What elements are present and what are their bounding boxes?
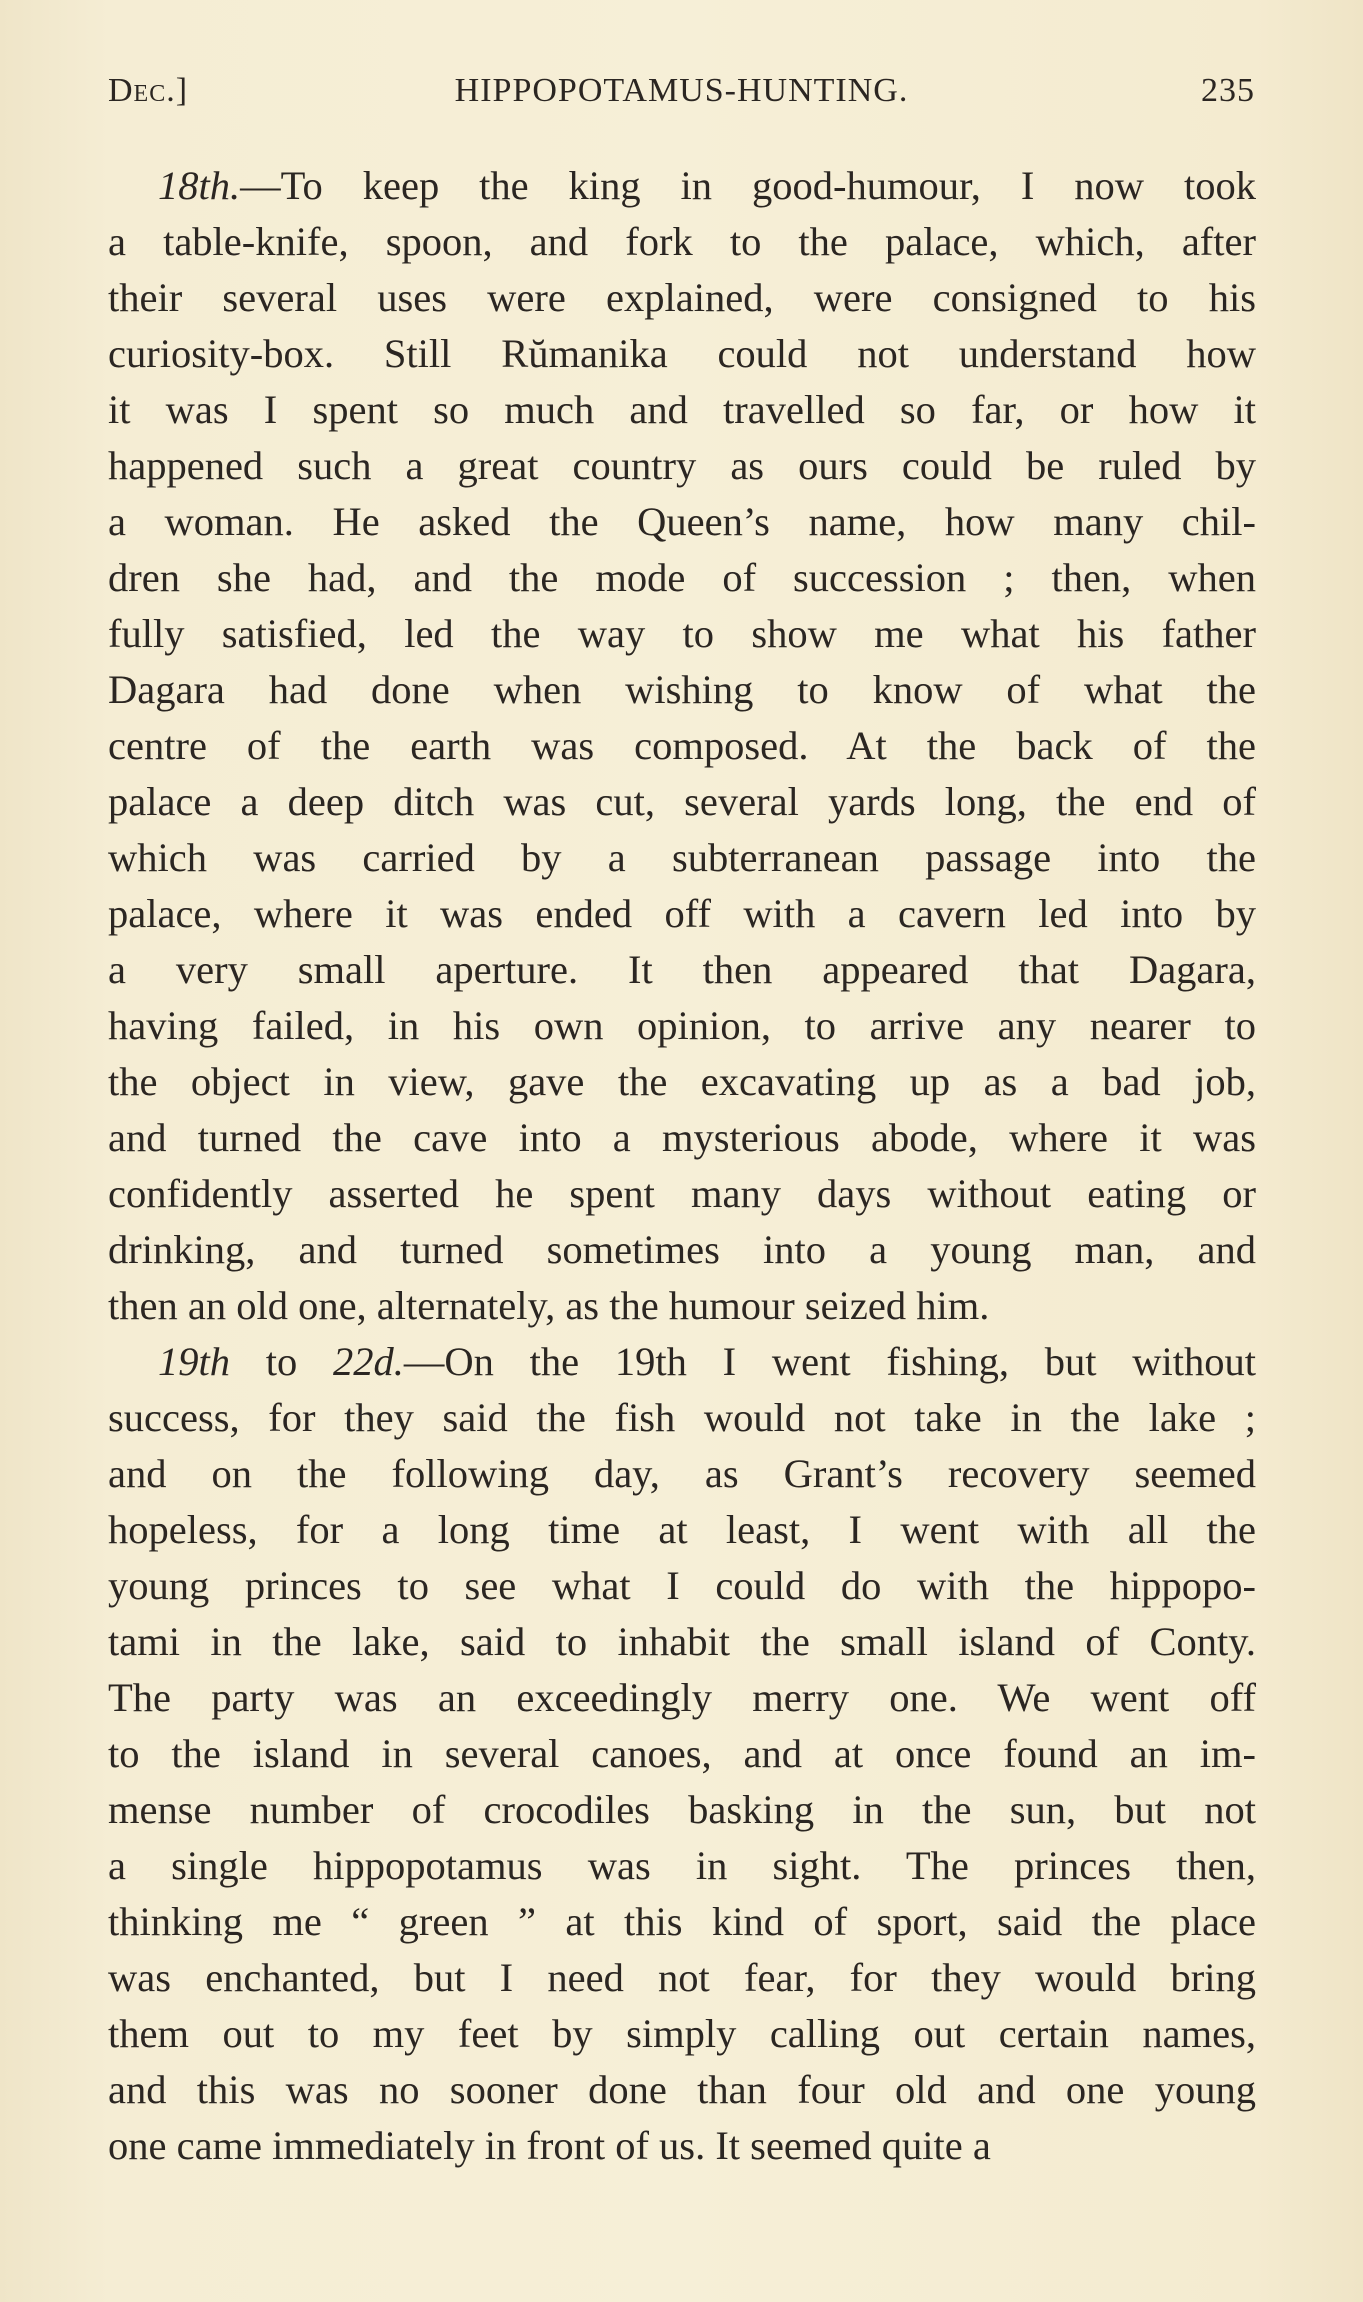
line-text: mense number of crocodiles basking in the sun, but not — [108, 1787, 1256, 1832]
line-text: hopeless, for a long time at least, I went with all the — [108, 1507, 1256, 1552]
text-line — [108, 1614, 1256, 1670]
line-text: success, for they said the fish would not take in the lake ; — [108, 1395, 1256, 1440]
header-title: HIPPOPOTAMUS-HUNTING. — [454, 72, 909, 109]
text-line — [108, 606, 1256, 662]
text-line — [108, 830, 1256, 886]
text-line — [108, 494, 1256, 550]
line-text: palace, where it was ended off with a cavern led into by — [108, 891, 1256, 936]
line-text: a very small aperture. It then appeared that Dagara, — [108, 947, 1256, 992]
text-line — [108, 382, 1256, 438]
text-line — [108, 1054, 1256, 1110]
text-line — [108, 1838, 1256, 1894]
text-line — [108, 438, 1256, 494]
text-line — [108, 1390, 1256, 1446]
text-line — [108, 1222, 1256, 1278]
running-header — [108, 72, 1255, 122]
line-text: —On the 19th I went fishing, but without — [403, 1339, 1256, 1384]
text-line — [108, 942, 1256, 998]
line-text: Dagara had done when wishing to know of what the — [108, 667, 1256, 712]
date-range-connector: to — [230, 1339, 334, 1384]
text-line — [108, 1950, 1256, 2006]
line-text: The party was an exceedingly merry one. We went off — [108, 1675, 1256, 1720]
text-line — [108, 2006, 1256, 2062]
line-text: one came immediately in front of us. It seemed quite a — [108, 2123, 991, 2168]
line-text: a table-knife, spoon, and fork to the palace, which, after — [108, 219, 1256, 264]
text-line — [108, 1726, 1256, 1782]
text-line — [108, 2062, 1256, 2118]
line-text: drinking, and turned sometimes into a young man, and — [108, 1227, 1256, 1272]
text-line — [108, 158, 1256, 214]
text-line — [108, 326, 1256, 382]
text-line — [108, 1670, 1256, 1726]
line-text: a single hippopotamus was in sight. The princes then, — [108, 1843, 1256, 1888]
text-line — [108, 998, 1256, 1054]
line-text: palace a deep ditch was cut, several yards long, the end of — [108, 779, 1256, 824]
text-line — [108, 214, 1256, 270]
text-line — [108, 886, 1256, 942]
line-text: having failed, in his own opinion, to arrive any nearer to — [108, 1003, 1256, 1048]
line-text: happened such a great country as ours could be ruled by — [108, 443, 1256, 488]
text-line — [108, 1446, 1256, 1502]
paragraph — [108, 1334, 1256, 2174]
text-line — [108, 550, 1256, 606]
entry-date: 19th — [158, 1339, 231, 1384]
line-text: confidently asserted he spent many days without eating or — [108, 1171, 1256, 1216]
line-text: young princes to see what I could do with the hippopo- — [108, 1563, 1256, 1608]
line-text: their several uses were explained, were consigned to his — [108, 275, 1256, 320]
text-line — [108, 1782, 1256, 1838]
line-text: it was I spent so much and travelled so far, or how it — [108, 387, 1256, 432]
line-text: —To keep the king in good-humour, I now took — [240, 163, 1256, 208]
text-line — [108, 1502, 1256, 1558]
line-text: and on the following day, as Grant’s recovery seemed — [108, 1451, 1256, 1496]
text-line — [108, 1894, 1256, 1950]
header-month: Dec.] — [108, 72, 189, 109]
line-text: then an old one, alternately, as the humour seized him. — [108, 1283, 990, 1328]
entry-date: 18th. — [158, 163, 241, 208]
page-body-text — [108, 158, 1256, 2174]
text-line — [108, 1110, 1256, 1166]
page-number: 235 — [1201, 72, 1255, 109]
line-text: and this was no sooner done than four old and one young — [108, 2067, 1256, 2112]
line-text: centre of the earth was composed. At the back of the — [108, 723, 1256, 768]
line-text: fully satisfied, led the way to show me what his father — [108, 611, 1256, 656]
text-line — [108, 2118, 1256, 2174]
line-text: and turned the cave into a mysterious abode, where it was — [108, 1115, 1256, 1160]
line-text: which was carried by a subterranean passage into the — [108, 835, 1256, 880]
text-line — [108, 1558, 1256, 1614]
line-text: thinking me “ green ” at this kind of sport, said the place — [108, 1899, 1256, 1944]
line-text: curiosity-box. Still Rŭmanika could not understand how — [108, 331, 1256, 376]
text-line — [108, 1166, 1256, 1222]
line-text: dren she had, and the mode of succession ; then, when — [108, 555, 1256, 600]
line-text: was enchanted, but I need not fear, for they would bring — [108, 1955, 1256, 2000]
text-line — [108, 1278, 1256, 1334]
text-line — [108, 1334, 1256, 1390]
line-text: them out to my feet by simply calling out certain names, — [108, 2011, 1256, 2056]
text-line — [108, 270, 1256, 326]
text-line — [108, 774, 1256, 830]
line-text: to the island in several canoes, and at once found an im- — [108, 1731, 1256, 1776]
text-line — [108, 662, 1256, 718]
paragraph — [108, 158, 1256, 1334]
entry-date-end: 22d. — [333, 1339, 404, 1384]
line-text: the object in view, gave the excavating up as a bad job, — [108, 1059, 1256, 1104]
text-line — [108, 718, 1256, 774]
line-text: a woman. He asked the Queen’s name, how many chil- — [108, 499, 1256, 544]
line-text: tami in the lake, said to inhabit the small island of Conty. — [108, 1619, 1256, 1664]
